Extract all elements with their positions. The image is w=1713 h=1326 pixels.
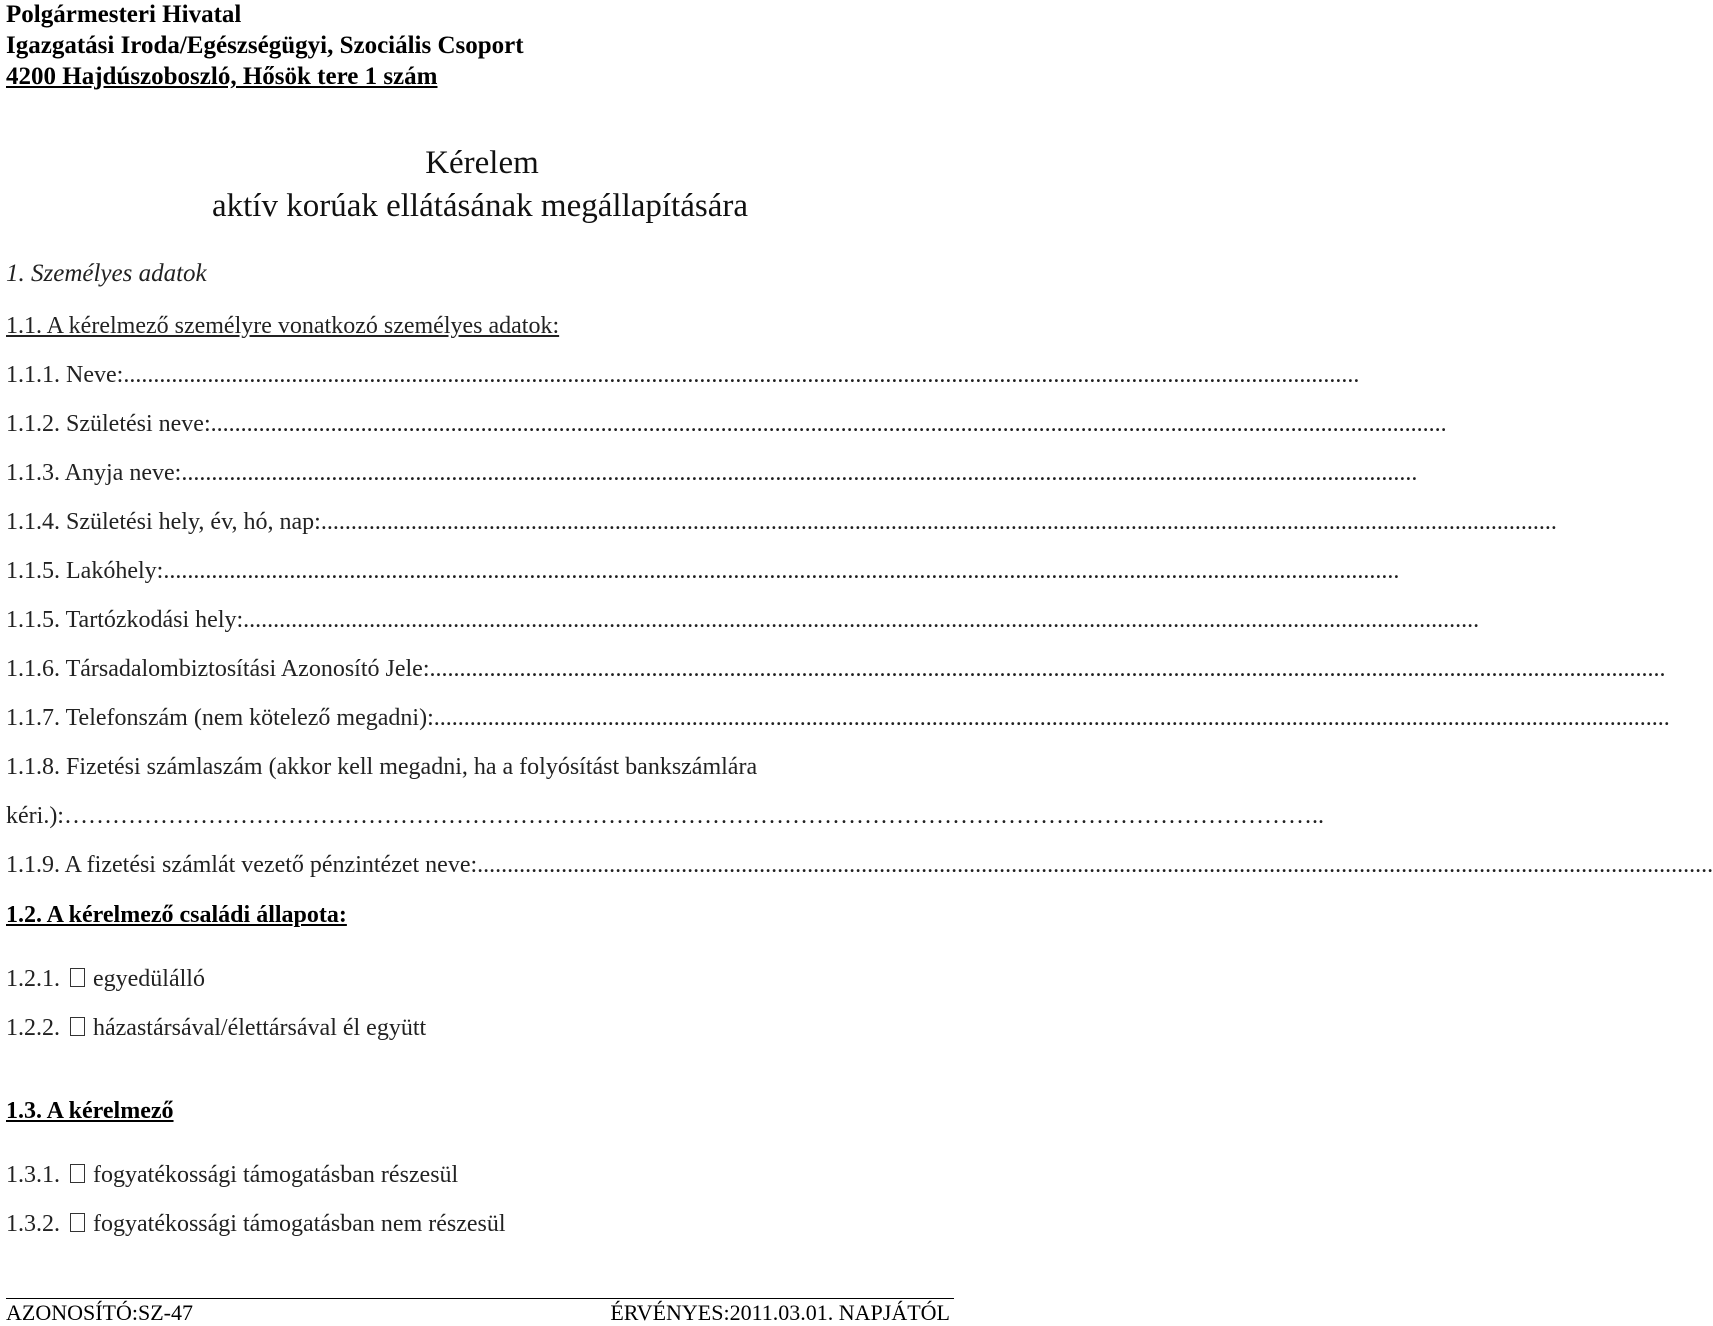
option-label: fogyatékossági támogatásban részesül (93, 1162, 459, 1188)
fill-dots: .............................................................................................................................................................................................................. (429, 656, 1666, 682)
field-neve[interactable] (6, 360, 1360, 390)
field-szamlaszam[interactable] (6, 801, 1324, 831)
title-line2: aktív korúak ellátásának megállapítására (211, 188, 748, 224)
field-label: 1.1.1. Neve: (6, 362, 124, 388)
footer-divider (6, 1298, 954, 1299)
option-hazastarsaval[interactable] (6, 1013, 426, 1043)
fill-dots: .............................................................................................................................................................................................................. (477, 852, 1713, 878)
field-penzintezet[interactable] (6, 850, 1713, 880)
section1-1-heading: 1.1. A kérelmező személyre vonatkozó személyes adatok: (6, 313, 560, 339)
fill-dots: .............................................................................................................................................................................................................. (320, 509, 1557, 535)
option-number: 1.3.2. (6, 1211, 60, 1237)
field-taj[interactable] (6, 654, 1666, 684)
section1-2-heading: 1.2. A kérelmező családi állapota: (6, 902, 347, 928)
field-szamlaszam-label: 1.1.8. Fizetési számlaszám (akkor kell megadni, ha a folyósítást bankszámlára (6, 754, 758, 780)
field-label: kéri.): (6, 803, 64, 829)
section1-heading: 1. Személyes adatok (6, 260, 207, 287)
field-szuletesi-hely[interactable] (6, 507, 1557, 537)
option-number: 1.2.2. (6, 1015, 60, 1041)
header-address: 4200 Hajdúszoboszló, Hősök tere 1 szám (6, 63, 438, 90)
fill-dots: .............................................................................................................................................................................................................. (181, 460, 1418, 486)
field-label: 1.1.6. Társadalombiztosítási Azonosító Jele: (6, 656, 430, 682)
field-label: 1.1.7. Telefonszám (nem kötelező megadni): (6, 705, 434, 731)
field-label: 1.1.5. Lakóhely: (6, 558, 164, 584)
header-org: Polgármesteri Hivatal (6, 1, 242, 28)
option-label: egyedülálló (93, 966, 205, 992)
header-office: Igazgatási Iroda/Egészségügyi, Szociális Csoport (6, 32, 524, 59)
field-telefonszam[interactable] (6, 703, 1670, 733)
checkbox-icon[interactable] (70, 968, 85, 987)
field-lakohely[interactable] (6, 556, 1400, 586)
field-label: 1.1.3. Anyja neve: (6, 460, 182, 486)
option-number: 1.3.1. (6, 1162, 60, 1188)
option-egyedulallo[interactable] (6, 964, 205, 994)
fill-dots: .............................................................................................................................................................................................................. (243, 607, 1480, 633)
field-anyja-neve[interactable] (6, 458, 1418, 488)
option-label: házastársával/élettársával él együtt (93, 1015, 427, 1041)
footer-valid: ÉRVÉNYES:2011.03.01. NAPJÁTÓL (610, 1300, 950, 1325)
option-fogyatekossagi-reszesul[interactable] (6, 1160, 458, 1190)
checkbox-icon[interactable] (70, 1164, 85, 1183)
fill-dots: .............................................................................................................................................................................................................. (123, 362, 1360, 388)
checkbox-icon[interactable] (70, 1213, 85, 1232)
option-label: fogyatékossági támogatásban nem részesül (93, 1211, 506, 1237)
field-tartozkodasi-hely[interactable] (6, 605, 1480, 635)
section1-3-heading: 1.3. A kérelmező (6, 1098, 174, 1124)
field-label: 1.1.2. Születési neve: (6, 411, 211, 437)
field-label: 1.1.9. A fizetési számlát vezető pénzintézet neve: (6, 852, 478, 878)
option-fogyatekossagi-nem-reszesul[interactable] (6, 1209, 506, 1239)
fill-dots: .............................................................................................................................................................................................................. (210, 411, 1447, 437)
option-number: 1.2.1. (6, 966, 60, 992)
fill-dots: .............................................................................................................................................................................................................. (163, 558, 1400, 584)
footer-id: AZONOSÍTÓ:SZ-47 (6, 1300, 193, 1325)
field-label: 1.1.4. Születési hely, év, hó, nap: (6, 509, 321, 535)
field-label: 1.1.5. Tartózkodási hely: (6, 607, 244, 633)
field-szuletesi-neve[interactable] (6, 409, 1447, 439)
checkbox-icon[interactable] (70, 1017, 85, 1036)
fill-dots: ………………………………………………………………………………………………………………………………………….. (63, 803, 1324, 829)
fill-dots: .............................................................................................................................................................................................................. (433, 705, 1670, 731)
title-line1: Kérelem (425, 145, 539, 181)
